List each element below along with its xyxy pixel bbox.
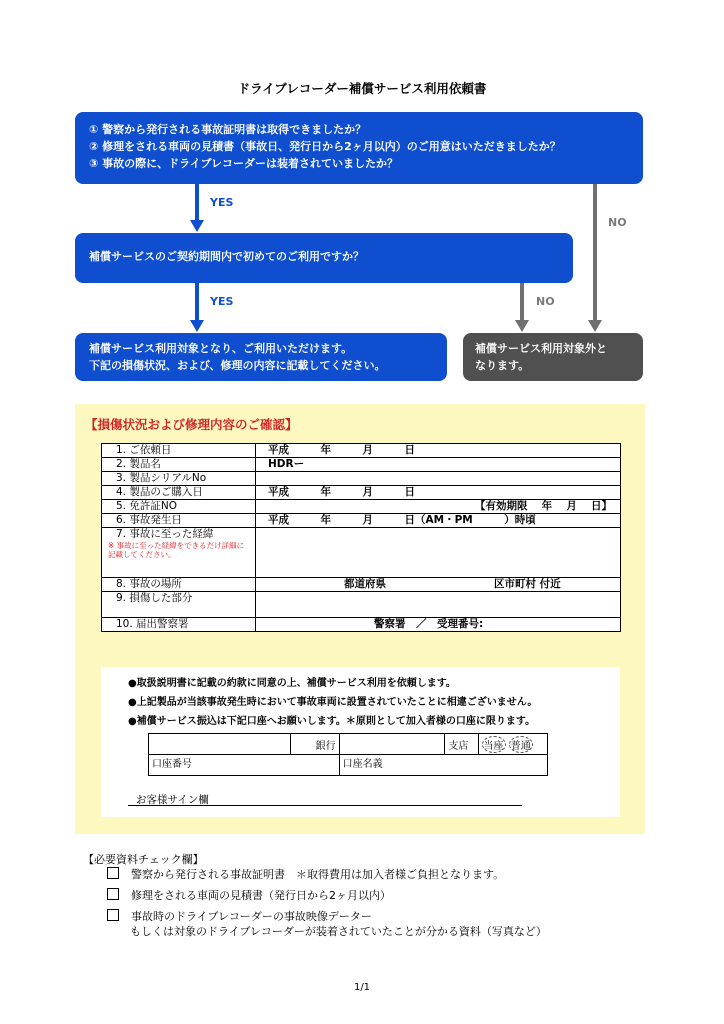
table-row [102, 514, 621, 528]
bank-name-field[interactable] [149, 734, 291, 755]
agreement-bullet-3: ●補償サービス振込は下記口座へお願いします。＊原則として加入者様の口座に限ります。 [128, 716, 536, 727]
branch-label: 支店 [445, 734, 478, 755]
table-row [102, 472, 621, 486]
account-type-options[interactable] [478, 734, 547, 755]
table-row [102, 444, 621, 458]
yes-label-1: YES [210, 196, 234, 209]
result-not-eligible-line-1: 補償サービス利用対象外と [475, 342, 607, 355]
result-not-eligible-line-2: なります。 [475, 359, 530, 372]
row-label-license-no: 5. 免許証NO [102, 500, 256, 514]
yes-arrow-1-head [190, 220, 204, 232]
account-number-label[interactable]: 口座番号 [149, 755, 340, 776]
row-label-product-name: 2. 製品名 [102, 458, 256, 472]
accident-circumstances-label: 7. 事故に至った経緯 [116, 528, 214, 540]
serial-no-field[interactable] [256, 472, 621, 486]
account-name-label[interactable]: 口座名義 [339, 755, 547, 776]
no-arrow-1-head [588, 320, 602, 332]
flow-question-1-line-1: ① 警察から発行される事故証明書は取得できましたか？ [89, 123, 367, 136]
checklist-title: 【必要資料チェック欄】 [83, 853, 204, 866]
table-row [102, 528, 621, 578]
row-label-request-date: 1. ご依頼日 [102, 444, 256, 458]
checklist-item-1-text: 警察から発行される事故証明書 ＊取得費用は加入者様ご負担となります。 [131, 868, 505, 881]
result-not-eligible [463, 333, 643, 381]
checklist-item-3-text: 事故時のドライブレコーダーの事故映像データー [131, 910, 372, 923]
bank-row-2 [149, 755, 548, 776]
table-row [102, 486, 621, 500]
checklist-item-3-continued: もしくは対象のドライブレコーダーが装着されていたことが分かる資料（写真など） [130, 925, 547, 938]
no-label-2: NO [536, 295, 555, 308]
confirmation-section-title: 【損傷状況および修理内容のご確認】 [85, 417, 298, 432]
flow-question-1-line-2: ② 修理をされる車両の見積書（事故日、発行日から2ヶ月以内）のご用意はいただきましたか？ [89, 140, 561, 153]
checkbox-repair-estimate[interactable] [107, 888, 119, 900]
account-type-current[interactable]: 当座 [482, 736, 506, 753]
prefecture-label: 都道府県 [344, 578, 386, 590]
no-arrow-2-head [515, 320, 529, 332]
damage-info-table [101, 443, 621, 632]
signature-line[interactable] [128, 805, 522, 806]
result-eligible [75, 333, 447, 381]
agreement-bullet-2: ●上記製品が当該事故発生時において事故車両に設置されていたことに相違ございません。 [128, 697, 538, 708]
signature-label: お客様サイン欄 [136, 794, 209, 806]
checkbox-video-data[interactable] [107, 909, 119, 921]
row-label-accident-location: 8. 事故の場所 [102, 578, 256, 592]
product-name-field[interactable]: HDRー [256, 458, 621, 472]
accident-circumstances-field[interactable] [256, 528, 621, 578]
police-station-field[interactable]: 警察署 ／ 受理番号: [256, 618, 621, 632]
damaged-part-field[interactable] [256, 592, 621, 618]
table-row [102, 500, 621, 514]
table-row [102, 592, 621, 618]
purchase-date-field[interactable]: 平成 年 月 日 [256, 486, 621, 500]
license-no-field[interactable]: 【有効期限 年 月 日】 [256, 500, 621, 514]
yes-arrow-2-head [190, 320, 204, 332]
page-number: 1/1 [353, 982, 371, 993]
row-label-police-station: 10. 届出警察署 [102, 618, 256, 632]
accident-location-field[interactable] [256, 578, 621, 592]
bank-row-1 [149, 734, 548, 755]
agreement-bullet-1: ●取扱説明書に記載の約款に同意の上、補償サービス利用を依頼します。 [128, 678, 456, 689]
checklist-item-1 [107, 867, 504, 882]
accident-date-field[interactable]: 平成 年 月 日（AM・PM ）時頃 [256, 514, 621, 528]
flow-question-1-line-3: ③ 事故の際に、ドライブレコーダーは装着されていましたか？ [89, 157, 399, 170]
flow-question-2-text: 補償サービスのご契約期間内で初めてのご利用ですか？ [89, 250, 364, 263]
row-label-accident-date: 6. 事故発生日 [102, 514, 256, 528]
request-date-field[interactable]: 平成 年 月 日 [256, 444, 621, 458]
row-label-serial-no: 3. 製品シリアルNo [102, 472, 256, 486]
checklist-item-3 [107, 909, 372, 924]
row-label-accident-circumstances [102, 528, 256, 578]
bank-label: 銀行 [290, 734, 339, 755]
page-title: ドライブレコーダー補償サービス利用依頼書 [237, 81, 487, 96]
table-row [102, 458, 621, 472]
branch-name-field[interactable] [339, 734, 445, 755]
result-eligible-line-2: 下記の損傷状況、および、修理の内容に記載してください。 [89, 359, 386, 372]
row-label-purchase-date: 4. 製品のご購入日 [102, 486, 256, 500]
checklist-item-2-text: 修理をされる車両の見積書（発行日から2ヶ月以内） [131, 889, 391, 902]
bank-account-table [148, 733, 548, 776]
accident-circumstances-note: ※ 事故に至った経緯をできるだけ詳細に記載してください。 [108, 541, 245, 559]
row-label-damaged-part: 9. 損傷した部分 [102, 592, 256, 618]
account-type-savings[interactable]: 普通 [509, 736, 533, 753]
city-label: 区市町村 付近 [494, 578, 561, 590]
result-eligible-line-1: 補償サービス利用対象となり、ご利用いただけます。 [89, 342, 353, 355]
checklist-item-2 [107, 888, 391, 903]
table-row [102, 618, 621, 632]
table-row [102, 578, 621, 592]
flow-question-2 [75, 233, 573, 283]
yes-label-2: YES [210, 295, 234, 308]
checkbox-accident-certificate[interactable] [107, 867, 119, 879]
no-label-1: NO [608, 216, 627, 229]
